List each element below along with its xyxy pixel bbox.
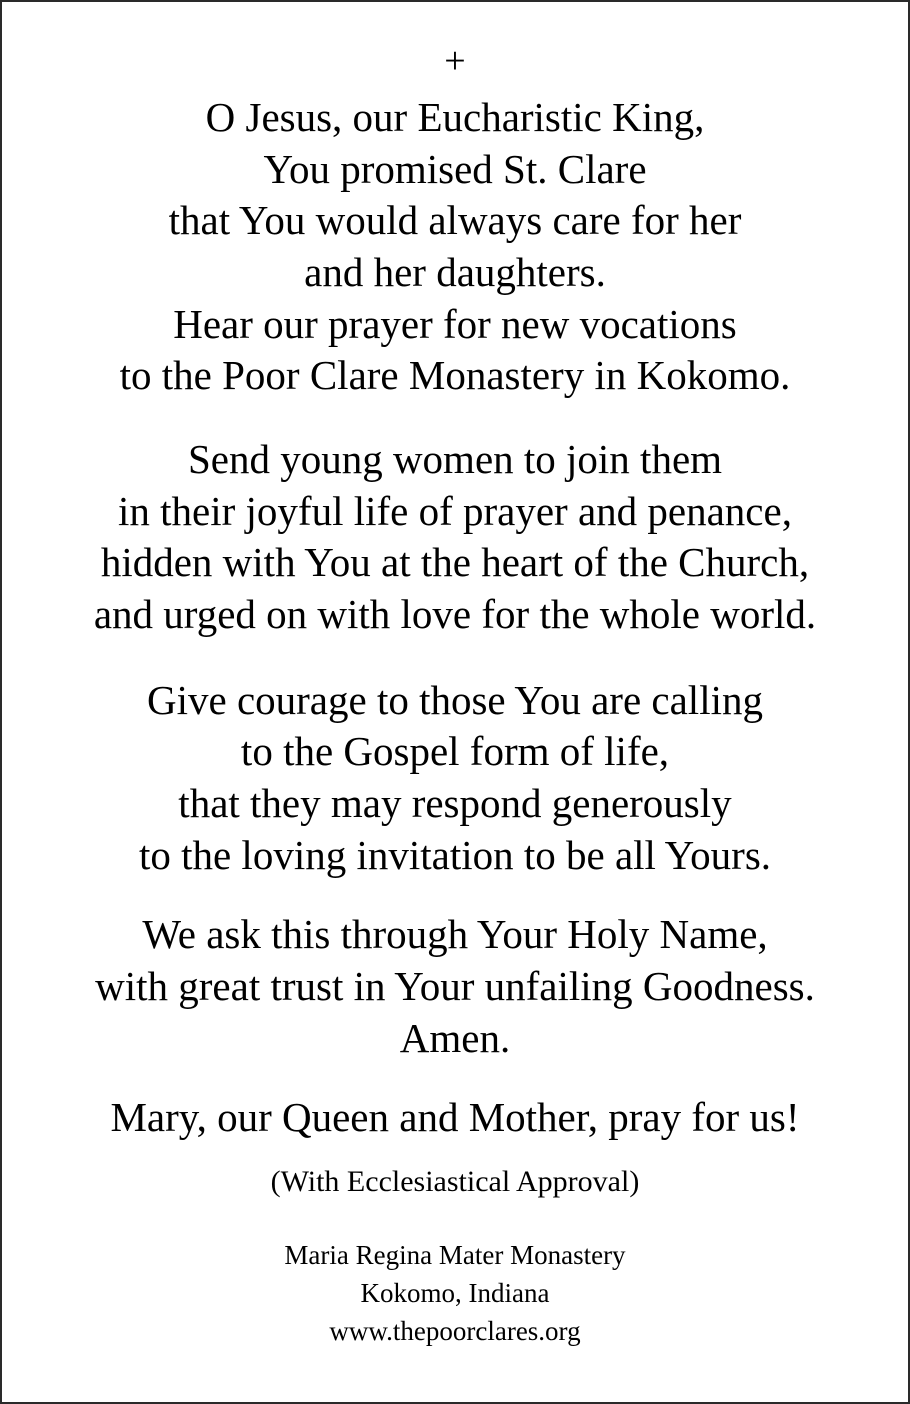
prayer-line: We ask this through Your Holy Name, [142, 911, 768, 958]
prayer-line: O Jesus, our Eucharistic King, [205, 94, 705, 140]
prayer-line: with great trust in Your unfailing Goodness. [95, 962, 815, 1009]
monastery-website: www.thepoorclares.org [329, 1316, 581, 1347]
prayer-line: Amen. [399, 1014, 511, 1061]
footer [284, 1236, 625, 1351]
monastery-name: Maria Regina Mater Monastery [284, 1239, 626, 1270]
prayer-line: You promised St. Clare [263, 145, 647, 192]
prayer-line: to the loving invitation to be all Yours. [138, 831, 772, 878]
prayer-line: hidden with You at the heart of the Church, [100, 539, 810, 586]
prayer-line: Hear our prayer for new vocations [173, 300, 737, 347]
prayer-stanza-1 [120, 92, 791, 402]
prayer-line: that they may respond generously [178, 779, 732, 826]
prayer-line: in their joyful life of prayer and penance, [118, 487, 792, 534]
prayer-line: and her daughters. [304, 248, 606, 295]
prayer-stanza-2 [94, 434, 816, 641]
prayer-line: and urged on with love for the whole world. [93, 590, 817, 637]
prayer-line: that You would always care for her [168, 197, 742, 244]
monastery-location: Kokomo, Indiana [360, 1278, 550, 1309]
prayer-line: Mary, our Queen and Mother, pray for us! [110, 1094, 800, 1141]
prayer-line: Send young women to join them [187, 435, 723, 482]
prayer-stanza-4 [95, 909, 815, 1064]
prayer-line: to the Gospel form of life, [240, 728, 670, 775]
prayer-stanza-3 [139, 675, 771, 882]
cross-icon: + [444, 40, 466, 82]
prayer-line: Give courage to those You are calling [147, 676, 763, 723]
prayer-line: to the Poor Clare Monastery in Kokomo. [119, 352, 791, 399]
marian-invocation [110, 1092, 799, 1144]
ecclesiastical-approval-note: (With Ecclesiastical Approval) [270, 1164, 640, 1198]
